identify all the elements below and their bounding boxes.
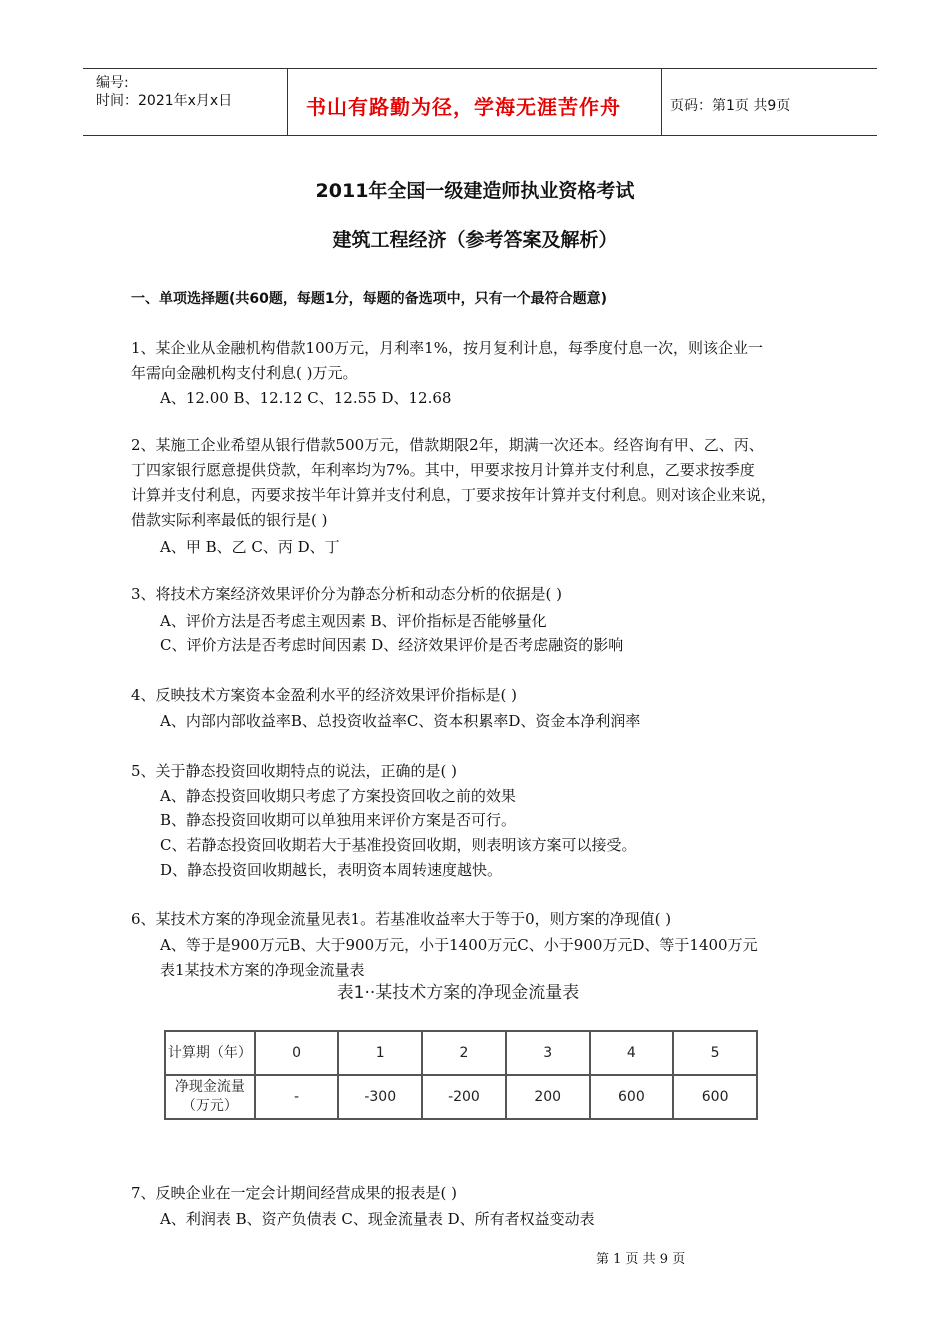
table-cell: 200 bbox=[506, 1075, 590, 1119]
table-row-periods bbox=[165, 1031, 757, 1075]
table-cell: 600 bbox=[673, 1075, 757, 1119]
question-2 bbox=[131, 433, 776, 533]
question-1-line: 年需向金融机构支付利息( )万元。 bbox=[131, 364, 358, 382]
section-heading: 一、单项选择题(共60题，每题1分，每题的备选项中，只有一个最符合题意) bbox=[131, 291, 608, 307]
question-7: 7、反映企业在一定会计期间经营成果的报表是( ) bbox=[131, 1184, 458, 1202]
header-serial: 编号: bbox=[96, 75, 129, 91]
page-footer: 第 1 页 共 9 页 bbox=[596, 1252, 686, 1267]
question-1 bbox=[131, 336, 763, 386]
question-2-options: A、甲 B、乙 C、丙 D、丁 bbox=[160, 538, 340, 556]
question-3: 3、将技术方案经济效果评价分为静态分析和动态分析的依据是( ) bbox=[131, 585, 563, 603]
question-3-option-cd: C、评价方法是否考虑时间因素 D、经济效果评价是否考虑融资的影响 bbox=[160, 636, 624, 654]
header-page-code: 页码：第1页 共9页 bbox=[670, 98, 791, 114]
question-2-line: 2、某施工企业希望从银行借款500万元，借款期限2年，期满一次还本。经咨询有甲、乙、丙、 bbox=[131, 436, 764, 454]
header-divider-left bbox=[287, 68, 288, 136]
question-2-line: 计算并支付利息，丙要求按半年计算并支付利息，丁要求按年计算并支付利息。则对该企业来说， bbox=[131, 486, 777, 504]
question-6-options: A、等于是900万元B、大于900万元，小于1400万元C、小于900万元D、等于1400万元 bbox=[160, 936, 758, 954]
question-5-option-d: D、静态投资回收期越长，表明资本周转速度越快。 bbox=[160, 861, 503, 879]
table-cell: 2 bbox=[422, 1031, 506, 1075]
question-4-options: A、内部内部收益率B、总投资收益率C、资本积累率D、资金本净利润率 bbox=[160, 712, 641, 730]
page-title: 2011年全国一级建造师执业资格考试 bbox=[315, 180, 635, 202]
question-5: 5、关于静态投资回收期特点的说法，正确的是( ) bbox=[131, 762, 458, 780]
question-4: 4、反映技术方案资本金盈利水平的经济效果评价指标是( ) bbox=[131, 686, 518, 704]
question-7-options: A、利润表 B、资产负债表 C、现金流量表 D、所有者权益变动表 bbox=[160, 1210, 595, 1228]
question-5-option-b: B、静态投资回收期可以单独用来评价方案是否可行。 bbox=[160, 811, 517, 829]
header-time: 时间：2021年x月x日 bbox=[96, 93, 233, 109]
table-cell: - bbox=[255, 1075, 339, 1119]
question-1-line: 1、某企业从金融机构借款100万元，月利率1%，按月复利计息，每季度付息一次，则该企业一 bbox=[131, 339, 763, 357]
table-row-cashflow bbox=[165, 1075, 757, 1119]
row-header-cashflow: 净现金流量 （万元） bbox=[165, 1075, 255, 1119]
header-motto: 书山有路勤为径，学海无涯苦作舟 bbox=[306, 95, 621, 119]
header-divider-right bbox=[661, 68, 662, 136]
table-cell: 5 bbox=[673, 1031, 757, 1075]
question-2-line: 丁四家银行愿意提供贷款，年利率均为7%。其中，甲要求按月计算并支付利息，乙要求按季度 bbox=[131, 461, 755, 479]
page-subtitle: 建筑工程经济（参考答案及解析） bbox=[332, 229, 618, 251]
question-6-table-caption: 表1某技术方案的净现金流量表 bbox=[160, 961, 365, 979]
question-2-line: 借款实际利率最低的银行是( ) bbox=[131, 511, 328, 529]
row-header-period: 计算期（年） bbox=[165, 1031, 255, 1075]
question-6: 6、某技术方案的净现金流量见表1。若基准收益率大于等于0，则方案的净现值( ) bbox=[131, 910, 672, 928]
cash-flow-table-image bbox=[158, 978, 758, 1138]
table-cell: -200 bbox=[422, 1075, 506, 1119]
question-5-option-a: A、静态投资回收期只考虑了方案投资回收之前的效果 bbox=[160, 787, 516, 805]
table-caption: 表1··某技术方案的净现金流量表 bbox=[336, 983, 580, 1003]
cash-flow-table bbox=[164, 1030, 758, 1120]
table-cell: -300 bbox=[338, 1075, 422, 1119]
table-cell: 1 bbox=[338, 1031, 422, 1075]
question-5-option-c: C、若静态投资回收期若大于基准投资回收期，则表明该方案可以接受。 bbox=[160, 836, 637, 854]
table-cell: 4 bbox=[590, 1031, 674, 1075]
table-cell: 600 bbox=[590, 1075, 674, 1119]
question-3-option-ab: A、评价方法是否考虑主观因素 B、评价指标是否能够量化 bbox=[160, 612, 547, 630]
header-top-rule bbox=[83, 68, 877, 69]
question-1-options: A、12.00 B、12.12 C、12.55 D、12.68 bbox=[160, 389, 452, 407]
table-cell: 3 bbox=[506, 1031, 590, 1075]
header-bottom-rule bbox=[83, 135, 877, 136]
table-cell: 0 bbox=[255, 1031, 339, 1075]
